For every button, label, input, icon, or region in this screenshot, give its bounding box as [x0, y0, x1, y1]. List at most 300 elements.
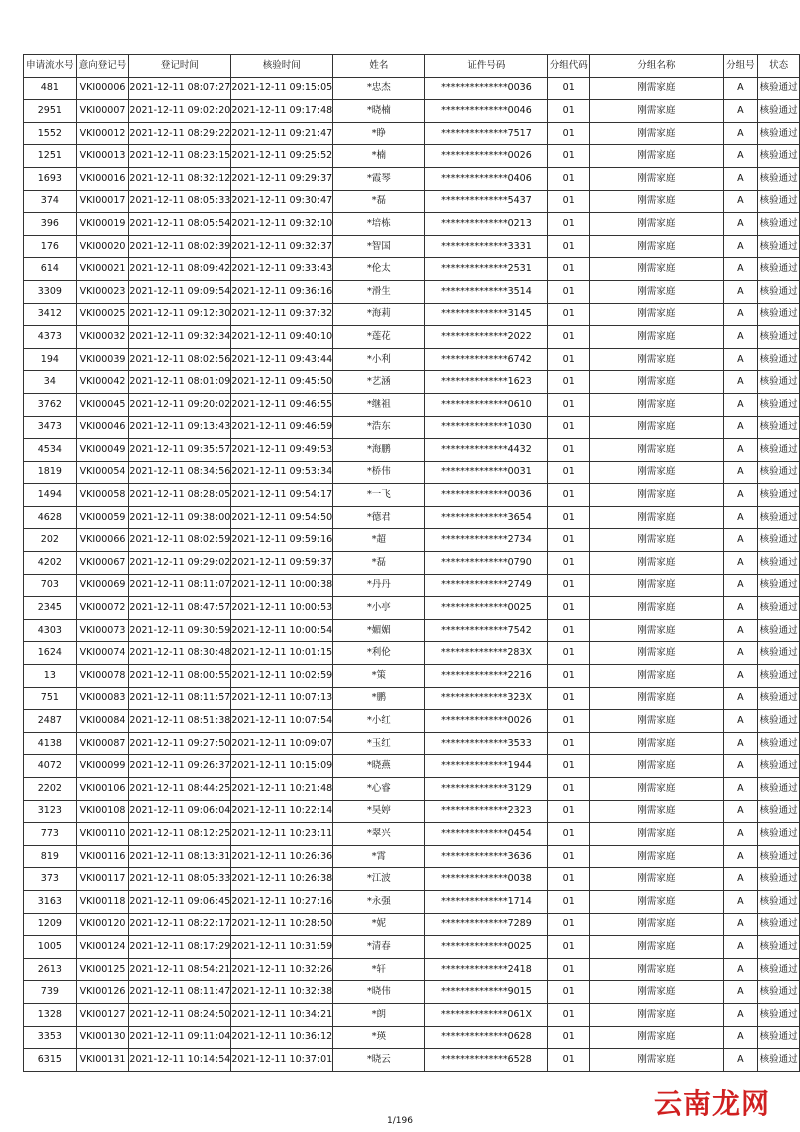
cell-group-no: A	[723, 439, 758, 462]
cell-status: 核验通过	[758, 732, 800, 755]
cell-name: *晓云	[333, 1049, 425, 1072]
cell-verification-time: 2021-12-11 10:27:16	[231, 890, 333, 913]
cell-registration-time: 2021-12-11 08:29:22	[129, 122, 231, 145]
table-row	[24, 913, 800, 936]
cell-application-no: 4138	[24, 732, 77, 755]
cell-verification-time: 2021-12-11 10:23:11	[231, 823, 333, 846]
cell-application-no: 751	[24, 687, 77, 710]
cell-group-no: A	[723, 665, 758, 688]
cell-name: *智国	[333, 235, 425, 258]
cell-name: *朗	[333, 1003, 425, 1026]
cell-registration-time: 2021-12-11 08:32:12	[129, 167, 231, 190]
cell-name: *江波	[333, 868, 425, 891]
cell-application-no: 2613	[24, 958, 77, 981]
table-row	[24, 710, 800, 733]
cell-status: 核验通过	[758, 574, 800, 597]
cell-registration-time: 2021-12-11 08:01:09	[129, 371, 231, 394]
cell-registration-no: VKI00046	[76, 416, 129, 439]
cell-application-no: 2487	[24, 710, 77, 733]
cell-group-name: 刚需家庭	[590, 868, 723, 891]
cell-id-number: **************6528	[425, 1049, 548, 1072]
cell-verification-time: 2021-12-11 09:59:37	[231, 552, 333, 575]
cell-group-name: 刚需家庭	[590, 461, 723, 484]
cell-name: *昊婷	[333, 800, 425, 823]
table-row	[24, 755, 800, 778]
cell-application-no: 202	[24, 529, 77, 552]
cell-application-no: 3762	[24, 393, 77, 416]
cell-application-no: 1209	[24, 913, 77, 936]
table-row	[24, 868, 800, 891]
cell-group-code: 01	[548, 258, 590, 281]
cell-registration-time: 2021-12-11 08:02:59	[129, 529, 231, 552]
cell-group-no: A	[723, 280, 758, 303]
cell-verification-time: 2021-12-11 09:40:10	[231, 326, 333, 349]
cell-group-name: 刚需家庭	[590, 213, 723, 236]
cell-verification-time: 2021-12-11 09:36:16	[231, 280, 333, 303]
cell-registration-time: 2021-12-11 09:26:37	[129, 755, 231, 778]
cell-registration-no: VKI00099	[76, 755, 129, 778]
cell-group-no: A	[723, 732, 758, 755]
cell-id-number: **************5437	[425, 190, 548, 213]
cell-verification-time: 2021-12-11 10:32:26	[231, 958, 333, 981]
cell-status: 核验通过	[758, 868, 800, 891]
cell-group-name: 刚需家庭	[590, 167, 723, 190]
cell-group-name: 刚需家庭	[590, 936, 723, 959]
cell-application-no: 13	[24, 665, 77, 688]
cell-group-code: 01	[548, 890, 590, 913]
cell-application-no: 773	[24, 823, 77, 846]
cell-name: *小亭	[333, 597, 425, 620]
cell-status: 核验通过	[758, 845, 800, 868]
records-table	[23, 54, 800, 1072]
cell-application-no: 2345	[24, 597, 77, 620]
cell-group-code: 01	[548, 665, 590, 688]
cell-verification-time: 2021-12-11 10:09:07	[231, 732, 333, 755]
cell-status: 核验通过	[758, 77, 800, 100]
cell-registration-time: 2021-12-11 08:51:38	[129, 710, 231, 733]
cell-group-code: 01	[548, 416, 590, 439]
cell-verification-time: 2021-12-11 09:54:17	[231, 484, 333, 507]
cell-registration-time: 2021-12-11 09:32:34	[129, 326, 231, 349]
cell-id-number: **************0026	[425, 710, 548, 733]
table-row	[24, 981, 800, 1004]
cell-group-code: 01	[548, 936, 590, 959]
cell-group-no: A	[723, 913, 758, 936]
cell-name: *伦太	[333, 258, 425, 281]
cell-verification-time: 2021-12-11 10:15:09	[231, 755, 333, 778]
cell-group-no: A	[723, 77, 758, 100]
cell-group-name: 刚需家庭	[590, 778, 723, 801]
cell-id-number: **************0790	[425, 552, 548, 575]
col-header-registration-time: 登记时间	[129, 55, 231, 78]
cell-status: 核验通过	[758, 258, 800, 281]
cell-group-name: 刚需家庭	[590, 280, 723, 303]
table-row	[24, 732, 800, 755]
cell-id-number: **************3145	[425, 303, 548, 326]
cell-registration-no: VKI00084	[76, 710, 129, 733]
cell-status: 核验通过	[758, 981, 800, 1004]
cell-status: 核验通过	[758, 778, 800, 801]
cell-group-name: 刚需家庭	[590, 574, 723, 597]
cell-application-no: 614	[24, 258, 77, 281]
cell-application-no: 1328	[24, 1003, 77, 1026]
cell-registration-time: 2021-12-11 08:44:25	[129, 778, 231, 801]
table-row	[24, 529, 800, 552]
cell-registration-no: VKI00012	[76, 122, 129, 145]
cell-id-number: **************1030	[425, 416, 548, 439]
cell-registration-no: VKI00058	[76, 484, 129, 507]
cell-registration-time: 2021-12-11 09:38:00	[129, 506, 231, 529]
cell-registration-no: VKI00007	[76, 100, 129, 123]
cell-name: *海鹏	[333, 439, 425, 462]
cell-name: *玉红	[333, 732, 425, 755]
cell-group-code: 01	[548, 958, 590, 981]
cell-verification-time: 2021-12-11 09:32:10	[231, 213, 333, 236]
table-row	[24, 303, 800, 326]
cell-registration-no: VKI00039	[76, 348, 129, 371]
cell-verification-time: 2021-12-11 09:43:44	[231, 348, 333, 371]
cell-application-no: 4072	[24, 755, 77, 778]
cell-name: *海莉	[333, 303, 425, 326]
cell-group-name: 刚需家庭	[590, 958, 723, 981]
table-row	[24, 506, 800, 529]
cell-group-name: 刚需家庭	[590, 100, 723, 123]
cell-group-code: 01	[548, 687, 590, 710]
cell-name: *小利	[333, 348, 425, 371]
cell-registration-time: 2021-12-11 09:11:04	[129, 1026, 231, 1049]
cell-registration-time: 2021-12-11 09:27:50	[129, 732, 231, 755]
cell-group-no: A	[723, 778, 758, 801]
cell-verification-time: 2021-12-11 10:26:38	[231, 868, 333, 891]
cell-group-code: 01	[548, 371, 590, 394]
cell-id-number: **************0038	[425, 868, 548, 891]
cell-group-no: A	[723, 303, 758, 326]
cell-verification-time: 2021-12-11 10:31:59	[231, 936, 333, 959]
table-row	[24, 258, 800, 281]
cell-status: 核验通过	[758, 710, 800, 733]
cell-status: 核验通过	[758, 958, 800, 981]
cell-name: *小红	[333, 710, 425, 733]
cell-name: *滑生	[333, 280, 425, 303]
cell-status: 核验通过	[758, 303, 800, 326]
cell-status: 核验通过	[758, 439, 800, 462]
cell-registration-no: VKI00020	[76, 235, 129, 258]
cell-registration-time: 2021-12-11 09:09:54	[129, 280, 231, 303]
cell-group-no: A	[723, 890, 758, 913]
cell-id-number: **************9015	[425, 981, 548, 1004]
cell-group-code: 01	[548, 348, 590, 371]
cell-registration-time: 2021-12-11 08:23:15	[129, 145, 231, 168]
table-row	[24, 416, 800, 439]
cell-id-number: **************3514	[425, 280, 548, 303]
col-header-name: 姓名	[333, 55, 425, 78]
cell-id-number: **************0025	[425, 936, 548, 959]
cell-id-number: **************2734	[425, 529, 548, 552]
cell-group-no: A	[723, 258, 758, 281]
cell-group-no: A	[723, 1003, 758, 1026]
cell-group-no: A	[723, 167, 758, 190]
cell-name: *妮	[333, 913, 425, 936]
cell-registration-time: 2021-12-11 08:54:21	[129, 958, 231, 981]
cell-name: *忠杰	[333, 77, 425, 100]
table-row	[24, 936, 800, 959]
cell-registration-time: 2021-12-11 08:12:25	[129, 823, 231, 846]
cell-id-number: **************2022	[425, 326, 548, 349]
table-row	[24, 1026, 800, 1049]
cell-id-number: **************3636	[425, 845, 548, 868]
cell-status: 核验通过	[758, 1049, 800, 1072]
header-row	[24, 55, 800, 78]
cell-group-name: 刚需家庭	[590, 484, 723, 507]
table-row	[24, 122, 800, 145]
cell-registration-time: 2021-12-11 08:11:57	[129, 687, 231, 710]
cell-group-name: 刚需家庭	[590, 529, 723, 552]
table-row	[24, 574, 800, 597]
cell-group-code: 01	[548, 145, 590, 168]
cell-name: *鹏	[333, 687, 425, 710]
col-header-status: 状态	[758, 55, 800, 78]
cell-application-no: 6315	[24, 1049, 77, 1072]
cell-group-no: A	[723, 981, 758, 1004]
cell-group-name: 刚需家庭	[590, 732, 723, 755]
cell-group-name: 刚需家庭	[590, 642, 723, 665]
cell-registration-no: VKI00116	[76, 845, 129, 868]
cell-status: 核验通过	[758, 936, 800, 959]
table-row	[24, 439, 800, 462]
cell-application-no: 703	[24, 574, 77, 597]
cell-id-number: **************7542	[425, 619, 548, 642]
cell-registration-no: VKI00127	[76, 1003, 129, 1026]
table-row	[24, 190, 800, 213]
cell-verification-time: 2021-12-11 10:34:21	[231, 1003, 333, 1026]
col-header-group-name: 分组名称	[590, 55, 723, 78]
cell-name: *媚媚	[333, 619, 425, 642]
cell-group-no: A	[723, 235, 758, 258]
table-row	[24, 326, 800, 349]
col-header-id-number: 证件号码	[425, 55, 548, 78]
cell-group-name: 刚需家庭	[590, 439, 723, 462]
cell-application-no: 4628	[24, 506, 77, 529]
cell-name: *培栋	[333, 213, 425, 236]
cell-status: 核验通过	[758, 755, 800, 778]
cell-application-no: 1494	[24, 484, 77, 507]
cell-group-code: 01	[548, 235, 590, 258]
cell-group-name: 刚需家庭	[590, 552, 723, 575]
cell-group-no: A	[723, 642, 758, 665]
table-row	[24, 619, 800, 642]
cell-group-no: A	[723, 213, 758, 236]
cell-application-no: 4303	[24, 619, 77, 642]
cell-id-number: **************0025	[425, 597, 548, 620]
cell-id-number: **************3533	[425, 732, 548, 755]
cell-registration-time: 2021-12-11 08:17:29	[129, 936, 231, 959]
cell-application-no: 194	[24, 348, 77, 371]
cell-name: *清春	[333, 936, 425, 959]
cell-status: 核验通过	[758, 122, 800, 145]
cell-status: 核验通过	[758, 213, 800, 236]
cell-group-no: A	[723, 597, 758, 620]
cell-group-code: 01	[548, 710, 590, 733]
cell-id-number: **************0026	[425, 145, 548, 168]
table-row	[24, 1003, 800, 1026]
cell-verification-time: 2021-12-11 09:37:32	[231, 303, 333, 326]
table-row	[24, 235, 800, 258]
cell-group-no: A	[723, 823, 758, 846]
cell-group-code: 01	[548, 619, 590, 642]
cell-group-no: A	[723, 868, 758, 891]
cell-group-code: 01	[548, 755, 590, 778]
cell-group-name: 刚需家庭	[590, 981, 723, 1004]
cell-application-no: 34	[24, 371, 77, 394]
col-header-group-no: 分组号	[723, 55, 758, 78]
cell-name: *继祖	[333, 393, 425, 416]
cell-name: *霞琴	[333, 167, 425, 190]
cell-registration-time: 2021-12-11 09:06:45	[129, 890, 231, 913]
cell-registration-no: VKI00025	[76, 303, 129, 326]
cell-registration-no: VKI00017	[76, 190, 129, 213]
cell-id-number: **************0036	[425, 484, 548, 507]
cell-verification-time: 2021-12-11 10:01:15	[231, 642, 333, 665]
table-row	[24, 167, 800, 190]
table-row	[24, 823, 800, 846]
cell-group-name: 刚需家庭	[590, 597, 723, 620]
cell-name: *德君	[333, 506, 425, 529]
table-row	[24, 778, 800, 801]
cell-verification-time: 2021-12-11 10:28:50	[231, 913, 333, 936]
cell-verification-time: 2021-12-11 09:29:37	[231, 167, 333, 190]
cell-registration-time: 2021-12-11 08:22:17	[129, 913, 231, 936]
cell-status: 核验通过	[758, 552, 800, 575]
cell-status: 核验通过	[758, 393, 800, 416]
table-row	[24, 597, 800, 620]
cell-group-no: A	[723, 552, 758, 575]
cell-group-code: 01	[548, 461, 590, 484]
cell-status: 核验通过	[758, 913, 800, 936]
table-row	[24, 393, 800, 416]
cell-registration-time: 2021-12-11 08:24:50	[129, 1003, 231, 1026]
cell-application-no: 1693	[24, 167, 77, 190]
cell-verification-time: 2021-12-11 10:21:48	[231, 778, 333, 801]
cell-status: 核验通过	[758, 100, 800, 123]
cell-verification-time: 2021-12-11 10:36:12	[231, 1026, 333, 1049]
cell-group-code: 01	[548, 213, 590, 236]
cell-registration-no: VKI00067	[76, 552, 129, 575]
cell-group-code: 01	[548, 190, 590, 213]
table-row	[24, 213, 800, 236]
page-number: 1/196	[387, 1116, 413, 1126]
table-row	[24, 145, 800, 168]
cell-group-code: 01	[548, 732, 590, 755]
cell-id-number: **************323X	[425, 687, 548, 710]
cell-group-name: 刚需家庭	[590, 145, 723, 168]
cell-status: 核验通过	[758, 1003, 800, 1026]
cell-status: 核验通过	[758, 484, 800, 507]
cell-group-name: 刚需家庭	[590, 890, 723, 913]
cell-group-name: 刚需家庭	[590, 913, 723, 936]
cell-group-code: 01	[548, 280, 590, 303]
cell-id-number: **************0406	[425, 167, 548, 190]
cell-status: 核验通过	[758, 890, 800, 913]
cell-group-no: A	[723, 800, 758, 823]
cell-status: 核验通过	[758, 167, 800, 190]
cell-group-name: 刚需家庭	[590, 710, 723, 733]
cell-registration-time: 2021-12-11 08:05:33	[129, 190, 231, 213]
table-row	[24, 665, 800, 688]
table-row	[24, 642, 800, 665]
cell-group-name: 刚需家庭	[590, 303, 723, 326]
cell-group-code: 01	[548, 122, 590, 145]
cell-id-number: **************0628	[425, 1026, 548, 1049]
cell-id-number: **************2323	[425, 800, 548, 823]
cell-group-no: A	[723, 755, 758, 778]
cell-application-no: 481	[24, 77, 77, 100]
cell-registration-no: VKI00087	[76, 732, 129, 755]
cell-verification-time: 2021-12-11 10:07:54	[231, 710, 333, 733]
cell-registration-no: VKI00108	[76, 800, 129, 823]
cell-status: 核验通过	[758, 348, 800, 371]
cell-status: 核验通过	[758, 371, 800, 394]
cell-application-no: 1819	[24, 461, 77, 484]
table-row	[24, 890, 800, 913]
cell-id-number: **************3654	[425, 506, 548, 529]
cell-verification-time: 2021-12-11 10:37:01	[231, 1049, 333, 1072]
cell-group-name: 刚需家庭	[590, 1026, 723, 1049]
cell-group-no: A	[723, 100, 758, 123]
cell-verification-time: 2021-12-11 09:15:05	[231, 77, 333, 100]
cell-group-code: 01	[548, 778, 590, 801]
cell-name: *莲花	[333, 326, 425, 349]
cell-application-no: 176	[24, 235, 77, 258]
cell-group-no: A	[723, 845, 758, 868]
cell-name: *策	[333, 665, 425, 688]
cell-status: 核验通过	[758, 665, 800, 688]
table-row	[24, 1049, 800, 1072]
cell-name: *楠	[333, 145, 425, 168]
cell-name: *霄	[333, 845, 425, 868]
cell-registration-no: VKI00054	[76, 461, 129, 484]
cell-group-code: 01	[548, 981, 590, 1004]
cell-group-code: 01	[548, 326, 590, 349]
cell-group-no: A	[723, 936, 758, 959]
cell-group-no: A	[723, 326, 758, 349]
col-header-group-code: 分组代码	[548, 55, 590, 78]
cell-application-no: 2951	[24, 100, 77, 123]
cell-group-no: A	[723, 1026, 758, 1049]
cell-id-number: **************7517	[425, 122, 548, 145]
cell-application-no: 3412	[24, 303, 77, 326]
cell-registration-no: VKI00106	[76, 778, 129, 801]
cell-group-no: A	[723, 619, 758, 642]
cell-verification-time: 2021-12-11 09:33:43	[231, 258, 333, 281]
cell-registration-time: 2021-12-11 08:47:57	[129, 597, 231, 620]
cell-registration-time: 2021-12-11 08:28:05	[129, 484, 231, 507]
table-row	[24, 348, 800, 371]
cell-registration-no: VKI00049	[76, 439, 129, 462]
cell-group-code: 01	[548, 529, 590, 552]
cell-registration-time: 2021-12-11 09:02:20	[129, 100, 231, 123]
cell-name: *超	[333, 529, 425, 552]
cell-name: *心睿	[333, 778, 425, 801]
cell-group-name: 刚需家庭	[590, 416, 723, 439]
cell-id-number: **************0046	[425, 100, 548, 123]
cell-application-no: 4373	[24, 326, 77, 349]
cell-id-number: **************0610	[425, 393, 548, 416]
cell-registration-no: VKI00021	[76, 258, 129, 281]
cell-registration-no: VKI00130	[76, 1026, 129, 1049]
cell-group-name: 刚需家庭	[590, 506, 723, 529]
cell-group-no: A	[723, 461, 758, 484]
cell-status: 核验通过	[758, 823, 800, 846]
